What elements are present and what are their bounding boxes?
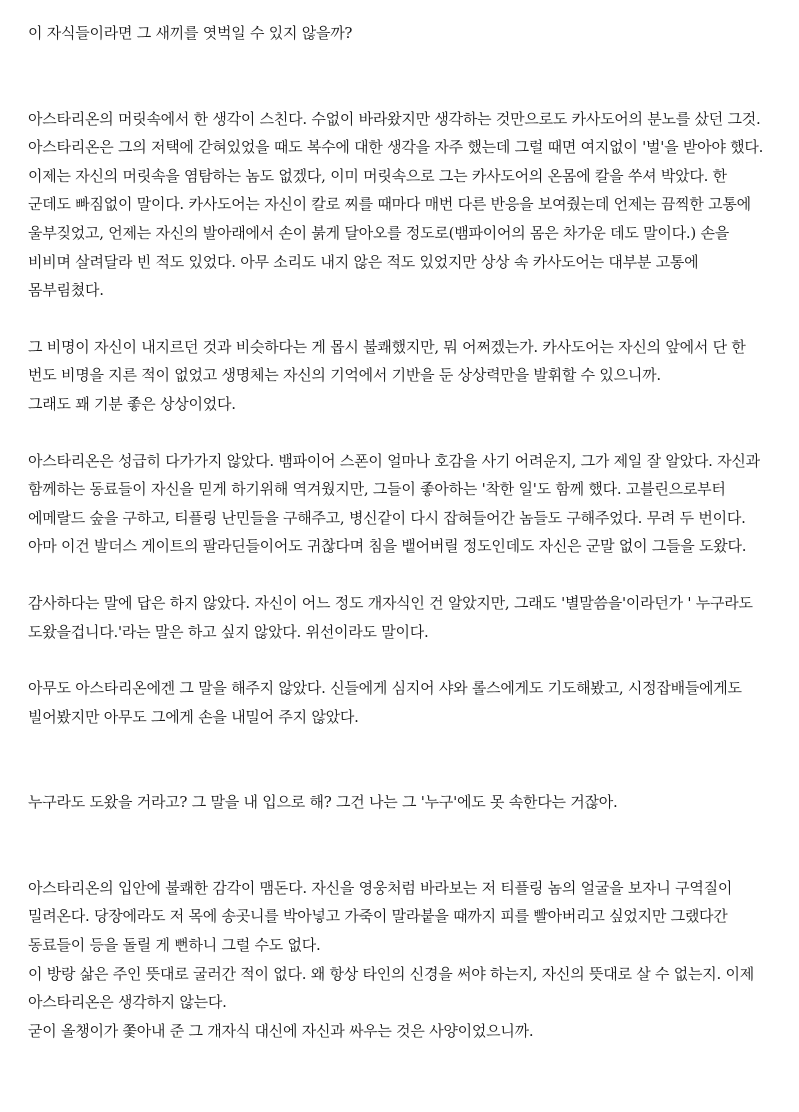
paragraph: 이 자식들이라면 그 새끼를 엿벅일 수 있지 않을까?: [28, 24, 353, 42]
paragraph: 굳이 올챙이가 쫓아내 준 그 개자식 대신에 자신과 싸우는 것은 사양이었으니까.: [28, 1021, 534, 1040]
document-body: [28, 19, 774, 1045]
paragraph-gap: [28, 561, 774, 589]
paragraph: 아무도 아스타리온에겐 그 말을 해주지 않았다. 신들에게 심지어 샤와 롤스에게도 기도해봤고, 시정잡배들에게도 빌어봤지만 아무도 그에게 손을 내밀어 주지 않았다.: [28, 679, 747, 726]
paragraph: 그래도 꽤 기분 좋은 상상이었다.: [28, 394, 236, 413]
paragraph-gap: [28, 48, 774, 105]
paragraph-gap: [28, 646, 774, 674]
paragraph: 감사하다는 말에 답은 하지 않았다. 자신이 어느 정도 개자식인 건 알았지만, 그래도 '별말씀을'이라던가 ' 누구라도 도왔을겁니다.'라는 말은 하고 싶지 않았다. 위선이라도 말이다.: [28, 593, 758, 641]
paragraph: 그 비명이 자신이 내지르던 것과 비슷하다는 게 몹시 불쾌했지만, 뭐 어쩌겠는가. 카사도어는 자신의 앞에서 단 한 번도 비명을 지른 적이 없었고 생명체는 자신의 기억에서 기반을 둔 상상력만을 발휘할 수 있으니까.: [28, 337, 751, 385]
paragraph: 아스타리온은 성급히 다가가지 않았다. 뱀파이어 스폰이 얼마나 호감을 사기 어려운지, 그가 제일 잘 알았다. 자신과 함께하는 동료들이 자신을 믿게 하기위해 역겨웠지만, 그들이 좋아하는 '착한 일'도 함께 했다. 고블린으로부터 에메랄드 숲을 구하고, 티플링 난민들을 구해주고, 병신같이 다시 잡혀들어간 놈들도 구해주었다. 무려 두 번이다. 아마 이건 발더스 게이트의 팔라딘들이어도 귀찮다며 침을 뱉어버릴 정도인데도 자신은 군말 없이 그들을 도왔다.: [28, 451, 765, 556]
paragraph: 아스타리온의 머릿속에서 한 생각이 스친다. 수없이 바라왔지만 생각하는 것만으로도 카사도어의 분노를 샀던 그것. 아스타리온은 그의 저택에 갇혀있었을 때도 복수에 대한 생각을 자주 했는데 그럴 때면 여지없이 '벌'을 받아야 했다. 이제는 자신의 머릿속을 염탐하는 놈도 없겠다, 이미 머릿속으로 그는 카사도어의 온몸에 칼을 쑤셔 박았다. 한 군데도 빠짐없이 말이다. 카사도어는 자신이 칼로 찌를 때마다 매번 다른 반응을 보여줬는데 언제는 끔찍한 고통에 울부짖었고, 언제는 자신의 발아래에서 손이 붉게 달아오를 정도로(뱀파이어의 몸은 차가운 데도 말이다.) 손을 비비며 살려달라 빈 적도 있었다. 아무 소리도 내지 않은 적도 있었지만 상상 속 카사도어는 대부분 고통에 몸부림쳤다.: [28, 109, 768, 300]
paragraph-gap: [28, 305, 774, 333]
paragraph: 이 방랑 삶은 주인 뜻대로 굴러간 적이 없다. 왜 항상 타인의 신경을 써야 하는지, 자신의 뜻대로 살 수 없는지. 이제 아스타리온은 생각하지 않는다.: [28, 964, 759, 1012]
paragraph: 아스타리온의 입안에 불쾌한 감각이 맴돈다. 자신을 영웅처럼 바라보는 저 티플링 놈의 얼굴을 보자니 구역질이 밀려온다. 당장에라도 저 목에 송곳니를 박아넣고 가죽이 말라붙을 때까지 피를 빨아버리고 싶었지만 그랬다간 동료들이 등을 돌릴 게 뻔하니 그럴 수도 없다.: [28, 878, 737, 955]
paragraph-gap: [28, 419, 774, 447]
paragraph-gap: [28, 817, 774, 874]
paragraph-gap: [28, 731, 774, 788]
paragraph: 누구라도 도왔을 거라고? 그 말을 내 입으로 해? 그건 나는 그 '누구'에도 못 속한다는 거잖아.: [28, 793, 618, 812]
